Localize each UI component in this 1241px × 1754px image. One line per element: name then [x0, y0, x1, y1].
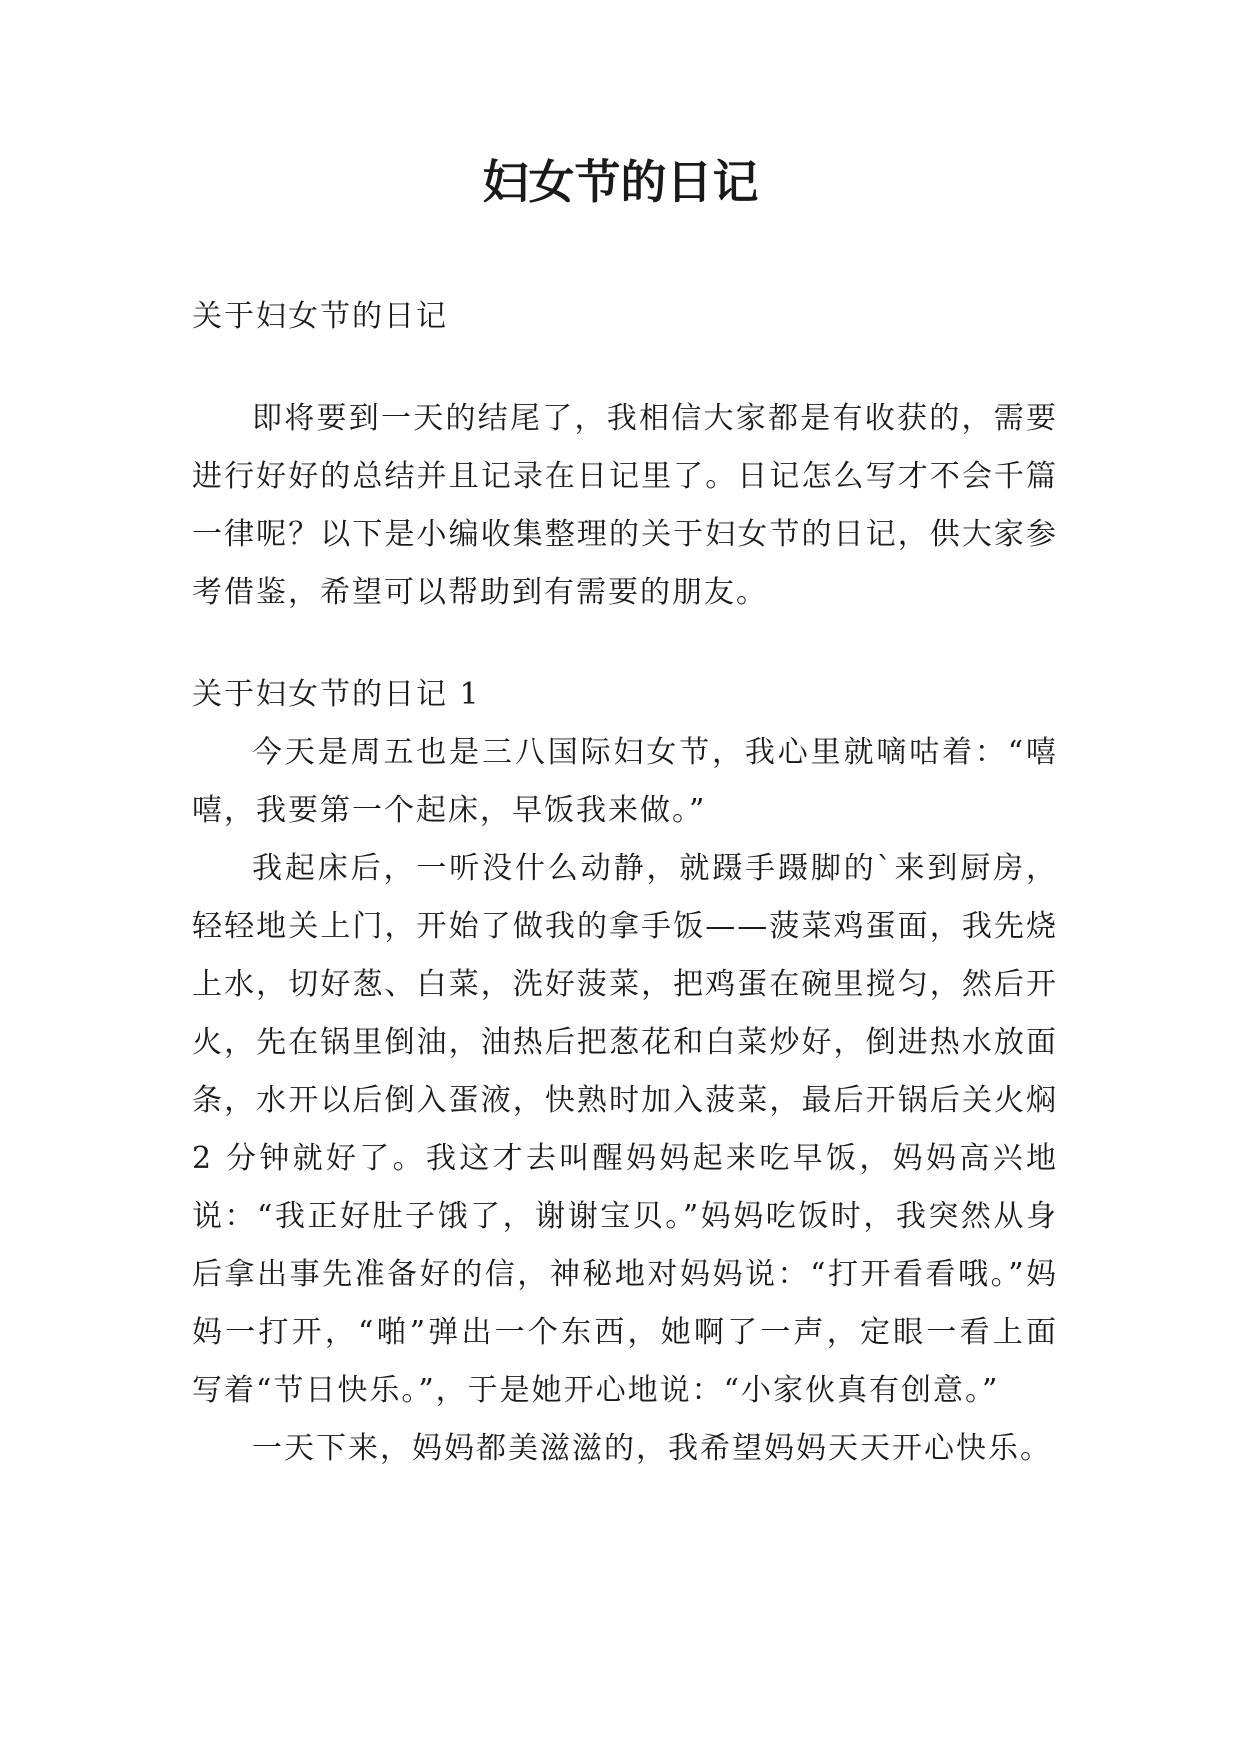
document-title: 妇女节的日记: [482, 155, 759, 209]
body-paragraph: 我起床后，一听没什么动静，就蹑手蹑脚的`来到厨房，轻轻地关上门，开始了做我的拿手饭——菠菜鸡蛋面，我先烧上水，切好葱、白菜，洗好菠菜，把鸡蛋在碗里搅匀，然后开火，先在锅里倒油，油热后把葱花和白菜炒好，倒进热水放面条，水开以后倒入蛋液，快熟时加入菠菜，最后开锅后关火焖 2 分钟就好了。我这才去叫醒妈妈起来吃早饭，妈妈高兴地说：“我正好肚子饿了，谢谢宝贝。”妈妈吃饭时，我突然从身后拿出事先准备好的信，神秘地对妈妈说：“打开看看哦。”妈妈一打开，“啪”弹出一个东西，她啊了一声，定眼一看上面写着“节日快乐。”，于是她开心地说：“小家伙真有创意。”: [192, 851, 1058, 1408]
section-heading: 关于妇女节的日记 1: [192, 677, 481, 712]
body-paragraph: 今天是周五也是三八国际妇女节，我心里就嘀咕着：“嘻嘻，我要第一个起床，早饭我来做。”: [192, 735, 1058, 828]
document-body: [192, 288, 1058, 1478]
intro-paragraph: 即将要到一天的结尾了，我相信大家都是有收获的，需要进行好好的总结并且记录在日记里了。日记怎么写才不会千篇一律呢？以下是小编收集整理的关于妇女节的日记，供大家参考借鉴，希望可以帮助到有需要的朋友。: [192, 401, 1058, 610]
spacer: [192, 622, 1058, 666]
spacer: [192, 346, 1058, 390]
subtitle: 关于妇女节的日记: [192, 299, 448, 334]
body-paragraph: 一天下来，妈妈都美滋滋的，我希望妈妈天天开心快乐。: [252, 1431, 1052, 1466]
